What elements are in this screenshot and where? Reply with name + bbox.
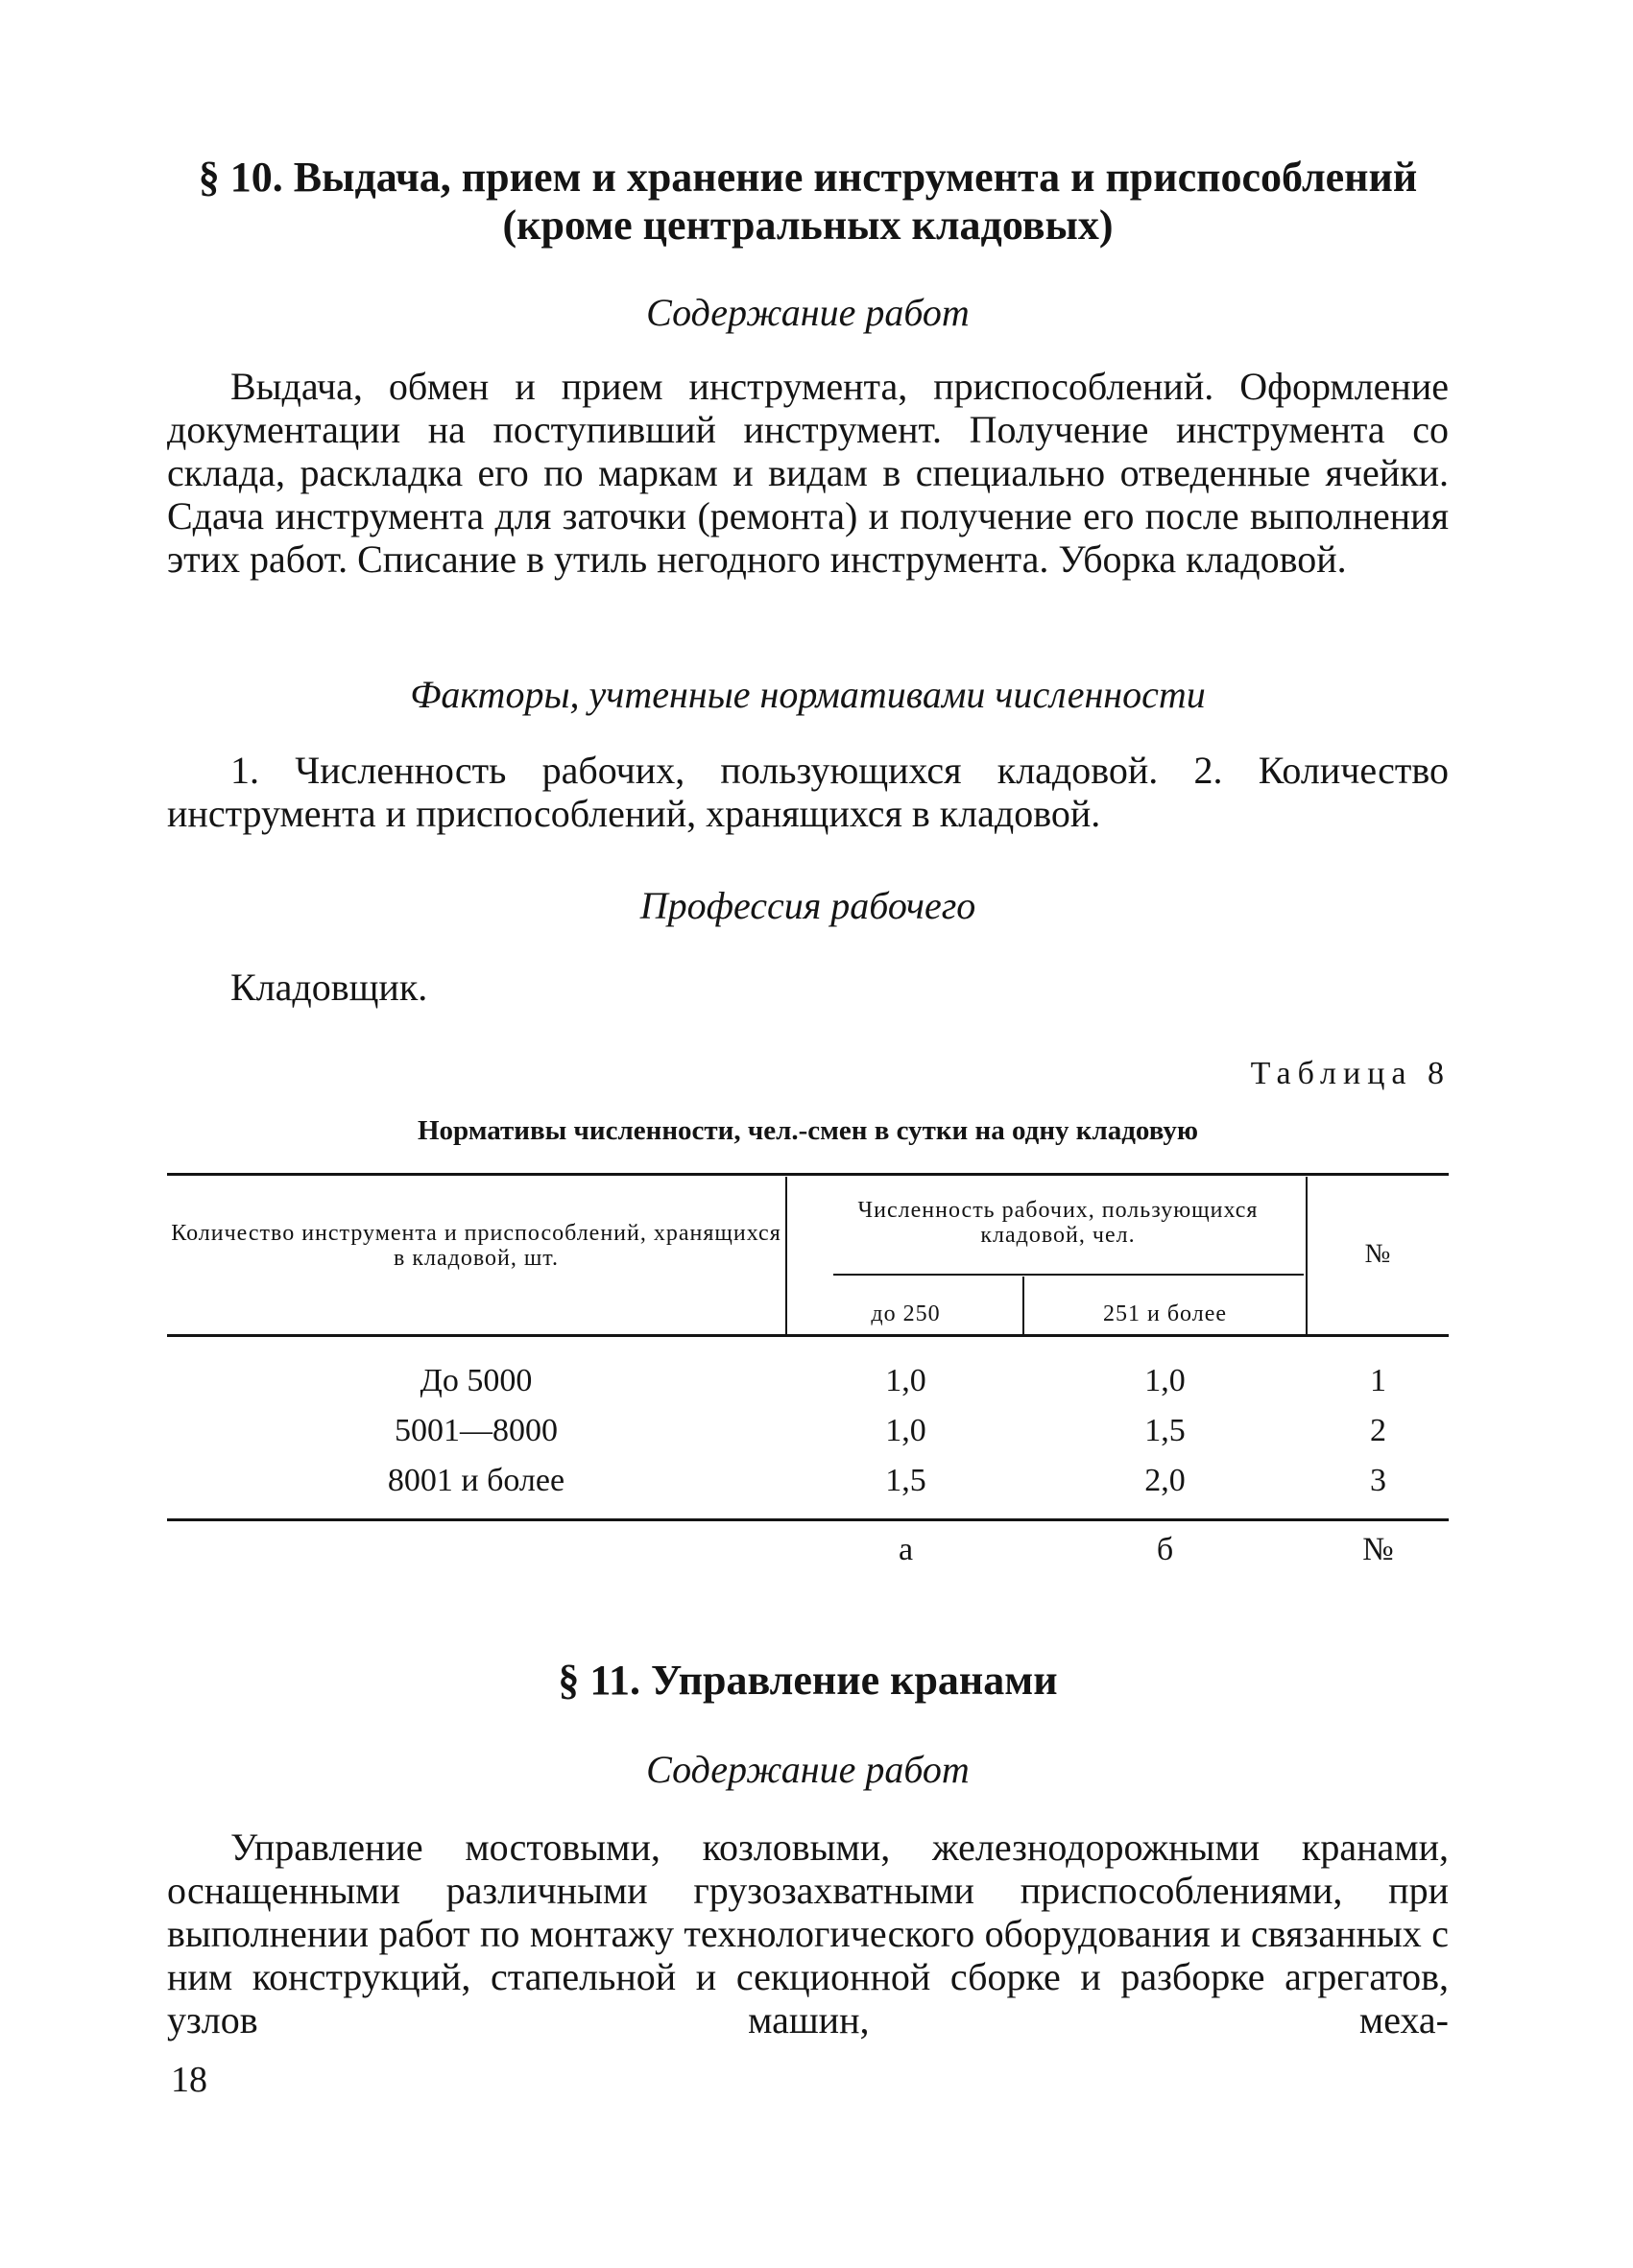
row-number: 3	[1370, 1463, 1386, 1498]
table-header-sub2: 251 и более	[1102, 1301, 1228, 1326]
section-11-content-heading: Содержание работ	[646, 1748, 970, 1791]
row-quantity: До 5000	[420, 1363, 533, 1398]
table-footer-num: №	[1362, 1532, 1394, 1567]
table-footer-a: а	[898, 1532, 914, 1567]
row-number: 1	[1370, 1363, 1386, 1398]
row-quantity: 5001—8000	[395, 1413, 558, 1448]
row-value-a: 1,0	[885, 1413, 926, 1448]
row-number: 2	[1370, 1413, 1386, 1448]
section-10-title	[167, 154, 1449, 250]
row-value-a: 1,0	[885, 1363, 926, 1398]
table-bottom-rule	[167, 1518, 1449, 1521]
section-10-content-heading-wrap	[167, 290, 1449, 335]
table-header-num: №	[1364, 1239, 1392, 1269]
section-10-title-line1: § 10. Выдача, прием и хранение инструмента и приспособлений	[198, 154, 1418, 201]
section-10-profession-heading: Профессия рабочего	[639, 884, 976, 927]
section-10-profession-wrap	[167, 965, 1449, 1010]
section-10-content-wrap	[167, 365, 1449, 581]
section-11-title: § 11. Управление кранами	[558, 1657, 1058, 1704]
table-header-quantity: Количество инструмента и приспособлений, хранящихся в кладовой, шт.	[171, 1221, 781, 1271]
row-quantity: 8001 и более	[387, 1463, 565, 1498]
section-11-content-heading-wrap	[167, 1747, 1449, 1792]
section-10-content-text: Выдача, обмен и прием инструмента, приспособлений. Оформление документации на поступивший инструмент. Получение инструмента со склада, раскладка его по маркам и видам в специально отведенные ячейки. Сдача инструмента для заточки (ремонта) и получение его после выполнения этих работ. Списание в утиль негодного инструмента. Уборка кладовой.	[167, 365, 1449, 581]
page-number: 18	[171, 2060, 207, 2100]
section-11-content-text: Управление мостовыми, козловыми, железнодорожными кранами, оснащенными различными грузозахватными приспособлениями, при выполнении работ по монтажу технологического оборудования и связанных с ним конструкций, стапельной и секционной сборке и разборке агрегатов, узлов машин, меха-	[167, 1826, 1449, 2041]
section-10-factors-text: 1. Численность рабочих, пользующихся кладовой. 2. Количество инструмента и приспособлений, хранящихся в кладовой.	[167, 749, 1449, 835]
section-10-content-heading: Содержание работ	[646, 291, 970, 334]
section-10-title-line2: (кроме центральных кладовых)	[502, 202, 1114, 249]
row-value-b: 1,0	[1144, 1363, 1186, 1398]
section-11-content-wrap	[167, 1826, 1449, 2041]
table-group-rule	[833, 1274, 1304, 1276]
section-10-profession-text: Кладовщик.	[230, 966, 428, 1009]
table-header-sub1: до 250	[871, 1301, 941, 1326]
row-value-b: 1,5	[1144, 1413, 1186, 1448]
row-value-b: 2,0	[1144, 1463, 1186, 1498]
table-divider-col1	[785, 1177, 787, 1334]
section-10-factors-wrap	[167, 749, 1449, 835]
section-10-profession-heading-wrap	[167, 883, 1449, 928]
section-10-factors-heading-wrap	[167, 672, 1449, 717]
table-title: Нормативы численности, чел.-смен в сутки на одну кладовую	[417, 1115, 1199, 1146]
row-value-a: 1,5	[885, 1463, 926, 1498]
table-label: Таблица 8	[1250, 1056, 1451, 1091]
table-header-group: Численность рабочих, пользующихся кладовой, чел.	[857, 1198, 1259, 1248]
section-11-title-wrap	[167, 1657, 1449, 1705]
table-top-rule	[167, 1173, 1449, 1176]
table-footer-b: б	[1156, 1532, 1174, 1567]
section-10-factors-heading: Факторы, учтенные нормативами численности	[410, 673, 1206, 716]
table-header-rule	[167, 1334, 1449, 1337]
